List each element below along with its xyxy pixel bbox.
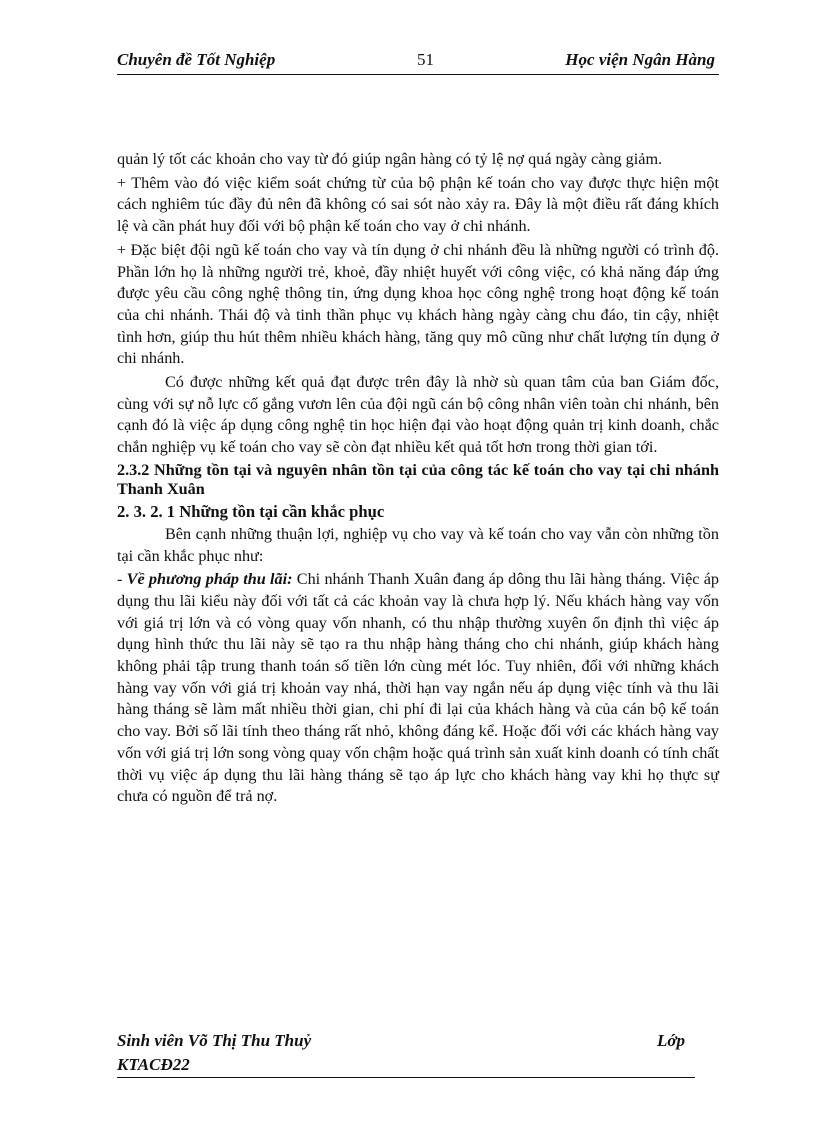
paragraph-6-lead: Về phương pháp thu lãi: xyxy=(126,570,293,589)
header-institution: Học viện Ngân Hàng xyxy=(565,50,715,69)
page-number: 51 xyxy=(417,50,434,69)
paragraph-3: + Đặc biệt đội ngũ kế toán cho vay và tín dụng ở chi nhánh đều là những người có trình độ. Phần lớn họ là những người trẻ, khoẻ, đầy nhiệt huyết với công việc, có khả năng đáp ứng được yêu cầu công nghệ thông tin, ứng dụng khoa học công nghệ trong hoạt động kế toán của chi nhánh. Thái độ và tinh thần phục vụ khách hàng ngày càng chu đáo, tin cậy, nhiệt tình hơn, giúp thu hút thêm nhiều khách hàng, tăng quy mô cũng như chất lượng tín dụng ở chi nhánh. xyxy=(117,240,719,368)
paragraph-6 xyxy=(117,569,719,808)
header-document-title: Chuyên đề Tốt Nghiệp xyxy=(117,50,276,69)
footer-student-name: Sinh viên Võ Thị Thu Thuỷ xyxy=(117,1031,312,1050)
paragraph-2: + Thêm vào đó việc kiểm soát chứng từ của bộ phận kế toán cho vay được thực hiện một cách nghiêm túc đầy đủ nên đã không có sai sót nào xảy ra. Đây là một điều rất đáng khích lệ và cần phát huy đối với bộ phận kế toán cho vay ở chi nhánh. xyxy=(117,173,719,236)
section-heading-2-3-2: 2.3.2 Những tồn tại và nguyên nhân tồn tại của công tác kế toán cho vay tại chi nhánh Thanh Xuân xyxy=(117,460,719,498)
page-footer xyxy=(117,1029,695,1078)
paragraph-6-text: Chi nhánh Thanh Xuân đang áp dông thu lãi hàng tháng. Việc áp dụng thu lãi kiểu này đối với tất cả các khoản vay là chưa hợp lý. Nếu khách hàng vay vốn với giá trị lớn và có vòng quay vốn nhanh, có thu nhập thường xuyên ổn định thì việc áp dụng hình thức thu lãi này sẽ tạo ra thu nhập hàng tháng cho chi nhánh, giúp khách hàng không phải tập trung thanh toán số tiền lớn cùng mét lóc. Tuy nhiên, đối với những khách hàng vay vốn với giá trị khoản vay nhá, thời hạn vay ngắn nếu áp dụng việc tính và thu lãi hàng tháng sẽ làm mất nhiều thời gian, chi phí đi lại của khách hàng và của cán bộ kế toán cho vay. Bởi số lãi tính theo tháng rất nhỏ, không đáng kể. Hoặc đối với các khách hàng vay vốn với giá trị lớn song vòng quay vốn chậm hoặc quá trình sản xuất kinh doanh có tính chất thời vụ việc áp dụng thu lãi hàng tháng sẽ tạo áp lực cho khách hàng vay khi họ thực sự chưa có nguồn để trả nợ. xyxy=(117,570,720,806)
subsection-heading-2-3-2-1: 2. 3. 2. 1 Những tồn tại cần khắc phục xyxy=(117,501,385,521)
page-body xyxy=(117,149,719,810)
footer-class-code: KTACĐ22 xyxy=(117,1053,695,1078)
paragraph-1: quản lý tốt các khoản cho vay từ đó giúp ngân hàng có tỷ lệ nợ quá ngày càng giảm. xyxy=(117,150,663,168)
page-header xyxy=(117,48,719,75)
paragraph-5: Bên cạnh những thuận lợi, nghiệp vụ cho vay và kế toán cho vay vẫn còn những tồn tại cần khắc phục như: xyxy=(117,524,719,565)
footer-row xyxy=(117,1029,695,1053)
paragraph-6-bullet: - xyxy=(117,570,127,589)
paragraph-4: Có được những kết quả đạt được trên đây là nhờ sù quan tâm của ban Giám đốc, cùng với sự nỗ lực cố gắng vươn lên của đội ngũ cán bộ công nhân viên toàn chi nhánh, bên cạnh đó là việc áp dụng công nghệ tin học hiện đại vào hoạt động quản trị kinh doanh, chắc chắn nghiệp vụ kế toán cho vay sẽ còn đạt nhiều kết quả tốt hơn trong thời gian tới. xyxy=(117,373,719,457)
footer-class-label: Lớp xyxy=(656,1031,685,1050)
